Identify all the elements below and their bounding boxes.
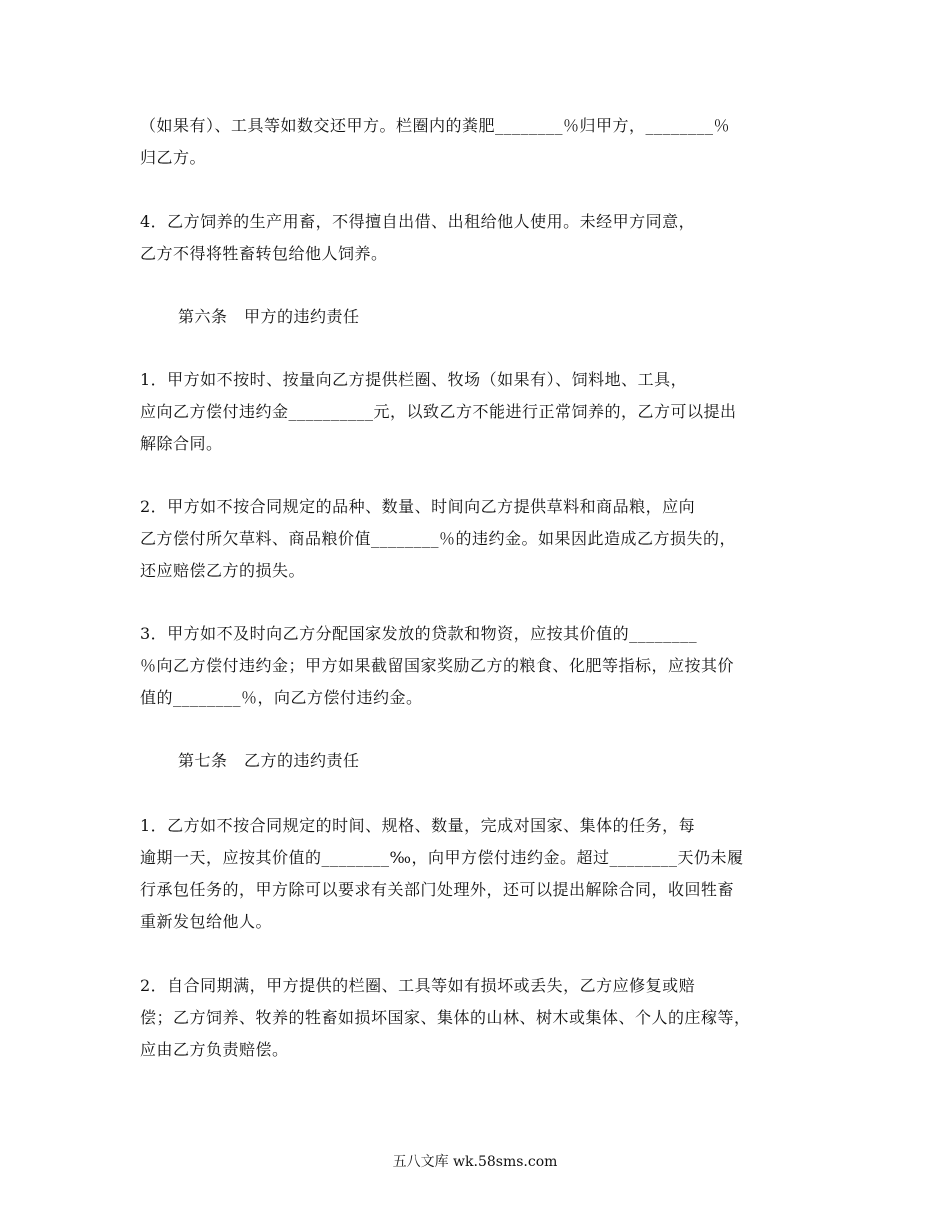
- text-line: （如果有）、工具等如数交还甲方。栏圈内的粪肥________％归甲方，________％: [140, 116, 731, 135]
- text-line: 值的________％，向乙方偿付违约金。: [140, 688, 423, 707]
- paragraph-article6-item1: [140, 364, 812, 460]
- page-footer: 五八文库 wk.58sms.com: [392, 1154, 558, 1170]
- text-line: 1．乙方如不按合同规定的时间、规格、数量，完成对国家、集体的任务，每: [140, 816, 696, 835]
- paragraph-article7-item2: [140, 970, 812, 1066]
- text-line: ％向乙方偿付违约金；甲方如果截留国家奖励乙方的粮食、化肥等指标，应按其价: [140, 656, 735, 675]
- text-line: 应向乙方偿付违约金__________元，以致乙方不能进行正常饲养的，乙方可以提出: [140, 402, 737, 421]
- text-line: 4．乙方饲养的生产用畜，不得擅自出借、出租给他人使用。未经甲方同意，: [140, 212, 696, 231]
- paragraph-clause-4: [140, 206, 812, 270]
- text-line: 归乙方。: [140, 148, 207, 167]
- text-line: 应由乙方负责赔偿。: [140, 1040, 289, 1059]
- text-line: 3．甲方如不及时向乙方分配国家发放的贷款和物资，应按其价值的________: [140, 624, 698, 643]
- paragraph-article6-item2: [140, 491, 812, 587]
- text-line: 行承包任务的，甲方除可以要求有关部门处理外，还可以提出解除合同，收回牲畜: [140, 880, 735, 899]
- text-line: 逾期一天，应按其价值的________‰，向甲方偿付违约金。超过________天仍未履: [140, 848, 744, 867]
- text-line: 2．甲方如不按合同规定的品种、数量、时间向乙方提供草料和商品粮，应向: [140, 497, 696, 516]
- text-line: 2．自合同期满，甲方提供的栏圈、工具等如有损坏或丢失，乙方应修复或赔: [140, 976, 696, 995]
- text-line: 解除合同。: [140, 434, 223, 453]
- heading-article-6: 第六条 甲方的违约责任: [178, 307, 360, 326]
- paragraph-tools-return: [140, 110, 812, 174]
- paragraph-article6-item3: [140, 618, 812, 714]
- text-line: 偿；乙方饲养、牧养的牲畜如损坏国家、集体的山林、树木或集体、个人的庄稼等，: [140, 1008, 751, 1027]
- text-line: 重新发包给他人。: [140, 912, 273, 931]
- text-line: 还应赔偿乙方的损失。: [140, 561, 306, 580]
- text-line: 乙方不得将牲畜转包给他人饲养。: [140, 244, 388, 263]
- text-line: 1．甲方如不按时、按量向乙方提供栏圈、牧场（如果有）、饲料地、工具，: [140, 370, 688, 389]
- heading-article-7: 第七条 乙方的违约责任: [178, 751, 360, 770]
- text-line: 乙方偿付所欠草料、商品粮价值________％的违约金。如果因此造成乙方损失的，: [140, 529, 737, 548]
- paragraph-article7-item1: [140, 810, 812, 938]
